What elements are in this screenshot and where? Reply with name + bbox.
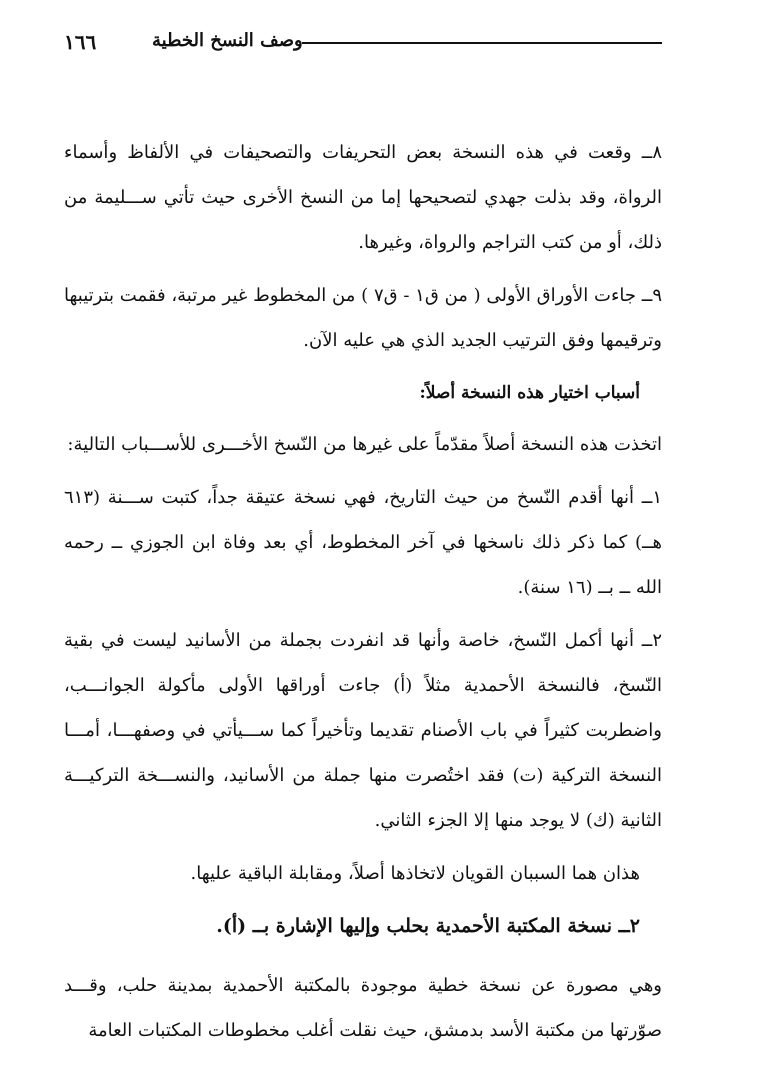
running-title: وصف النسخ الخطية xyxy=(152,30,303,51)
paragraph-reason-2: ٢ــ أنها أكمل النّسخ، خاصة وأنها قد انفردت بجملة من الأسانيد ليست في بقية النّسخ، فالنسخة الأحمدية مثلاً (أ) جاءت أوراقها الأولى مأكولة الجوانـــب، واضطربت كثيراً في باب الأصنام تقديما وتأخيراً كما ســـيأتي في وصفهـــا، أمـــا النسخة التركية (ت) فقد اختُصرت منها جملة من الأسانيد، والنســـخة التركيـــة الثانية (ك) لا يوجد منها إلا الجزء الثاني. xyxy=(64,630,662,831)
section-subheading: أسباب اختيار هذه النسخة أصلاً: xyxy=(419,383,640,403)
page-header xyxy=(64,30,662,60)
paragraph-reason-1: ١ــ أنها أقدم النّسخ من حيث التاريخ، فهي نسخة عتيقة جداً، كتبت ســـنة (٦١٣ هــ) كما ذكر ذلك ناسخها في آخر المخطوط، أي بعد وفاة ابن الجوزي ــ رحمه الله ــ بــ (١٦ سنة). xyxy=(64,487,662,598)
body-text xyxy=(64,130,662,1061)
page-number: ١٦٦ xyxy=(64,30,97,54)
header-rule xyxy=(302,42,662,44)
paragraph-description: وهي مصورة عن نسخة خطية موجودة بالمكتبة الأحمدية بمدينة حلب، وقـــد صوّرتها من مكتبة الأسد بدمشق، حيث نقلت أغلب مخطوطات المكتبات العامة xyxy=(64,975,662,1041)
paragraph-conclusion: هذان هما السببان القويان لاتخاذها أصلاً، ومقابلة الباقية عليها. xyxy=(190,863,640,884)
paragraph-reasons-intro: اتخذت هذه النسخة أصلاً مقدّماً على غيرها من النّسخ الأخـــرى للأســـباب التالية: xyxy=(67,434,662,455)
paragraph-item-8: ٨ــ وقعت في هذه النسخة بعض التحريفات والتصحيفات في الألفاظ وأسماء الرواة، وقد بذلت جهدي لتصحيحها إما من النسخ الأخرى حيث تأتي ســـليمة من ذلك، أو من كتب التراجم والرواة، وغيرها. xyxy=(64,142,662,253)
section-heading: ٢ــ نسخة المكتبة الأحمدية بحلب وإليها الإشارة بــ (أ). xyxy=(216,915,640,937)
paragraph-item-9: ٩ــ جاءت الأوراق الأولى ( من ق١ - ق٧ ) من المخطوط غير مرتبة، فقمت بترتيبها وترقيمها وفق الترتيب الجديد الذي هي عليه الآن. xyxy=(64,285,662,351)
